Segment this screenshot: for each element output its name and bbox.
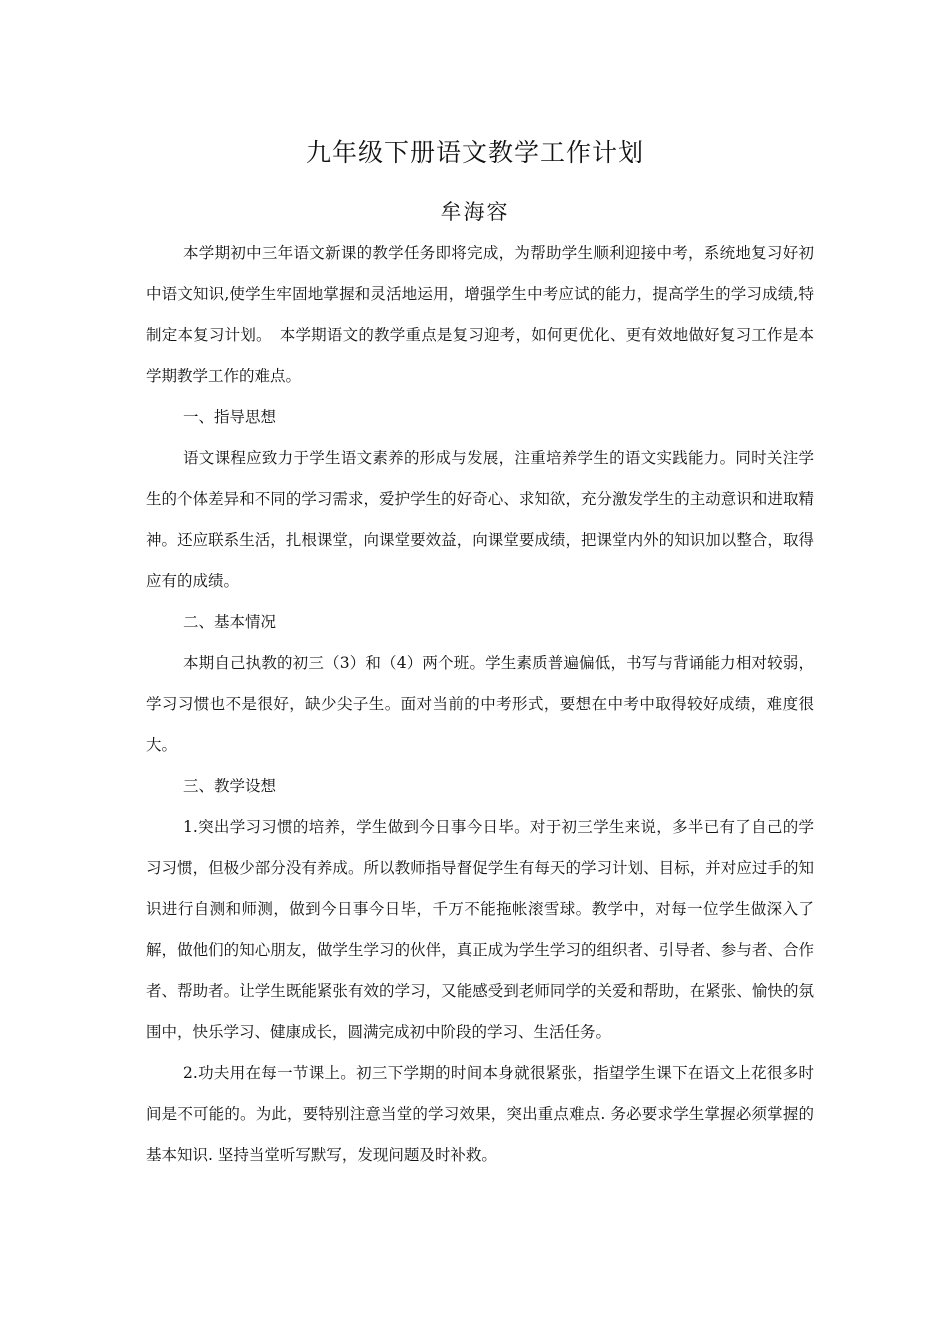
section-text-guiding-idea: 语文课程应致力于学生语文素养的形成与发展，注重培养学生的语文实践能力。同时关注学生的个体差异和不同的学习需求，爱护学生的好奇心、求知欲，充分激发学生的主动意识和进取精神。还应联系生活，扎根课堂，向课堂要效益，向课堂要成绩，把课堂内外的知识加以整合，取得应有的成绩。 [146, 449, 814, 590]
intro-paragraph: 本学期初中三年语文新课的教学任务即将完成，为帮助学生顺利迎接中考，系统地复习好初中语文知识,使学生牢固地掌握和灵活地运用，增强学生中考应试的能力，提高学生的学习成绩,特制定本复习计划。 本学期语文的教学重点是复习迎考，如何更优化、更有效地做好复习工作是本学期教学工作的难点。 [146, 244, 814, 385]
section-heading-guiding-idea: 一、指导思想 [183, 408, 277, 426]
teaching-plan-item-1: 1.突出学习习惯的培养，学生做到今日事今日毕。对于初三学生来说，多半已有了自己的学习习惯，但极少部分没有养成。所以教师指导督促学生有每天的学习计划、目标，并对应过手的知识进行自测和师测，做到今日事今日毕，千万不能拖帐滚雪球。教学中，对每一位学生做深入了解，做他们的知心朋友，做学生学习的伙伴，真正成为学生学习的组织者、引导者、参与者、合作者、帮助者。让学生既能紧张有效的学习，又能感受到老师同学的关爱和帮助，在紧张、愉快的氛围中，快乐学习、健康成长，圆满完成初中阶段的学习、生活任务。 [146, 818, 814, 1041]
section-heading-basic-situation: 二、基本情况 [183, 613, 277, 631]
teaching-plan-item-2: 2.功夫用在每一节课上。初三下学期的时间本身就很紧张，指望学生课下在语文上花很多时间是不可能的。为此，要特别注意当堂的学习效果，突出重点难点. 务必要求学生掌握必须掌握的基本知识. 坚持当堂听写默写，发现问题及时补救。 [146, 1064, 814, 1164]
document-title: 九年级下册语文教学工作计划 [305, 138, 644, 167]
document-author: 牟海容 [440, 200, 510, 224]
section-heading-teaching-plan: 三、教学设想 [183, 777, 277, 795]
document-body [146, 233, 814, 1176]
section-text-basic-situation: 本期自己执教的初三（3）和（4）两个班。学生素质普遍偏低，书写与背诵能力相对较弱，学习习惯也不是很好，缺少尖子生。面对当前的中考形式，要想在中考中取得较好成绩，难度很大。 [146, 654, 814, 754]
